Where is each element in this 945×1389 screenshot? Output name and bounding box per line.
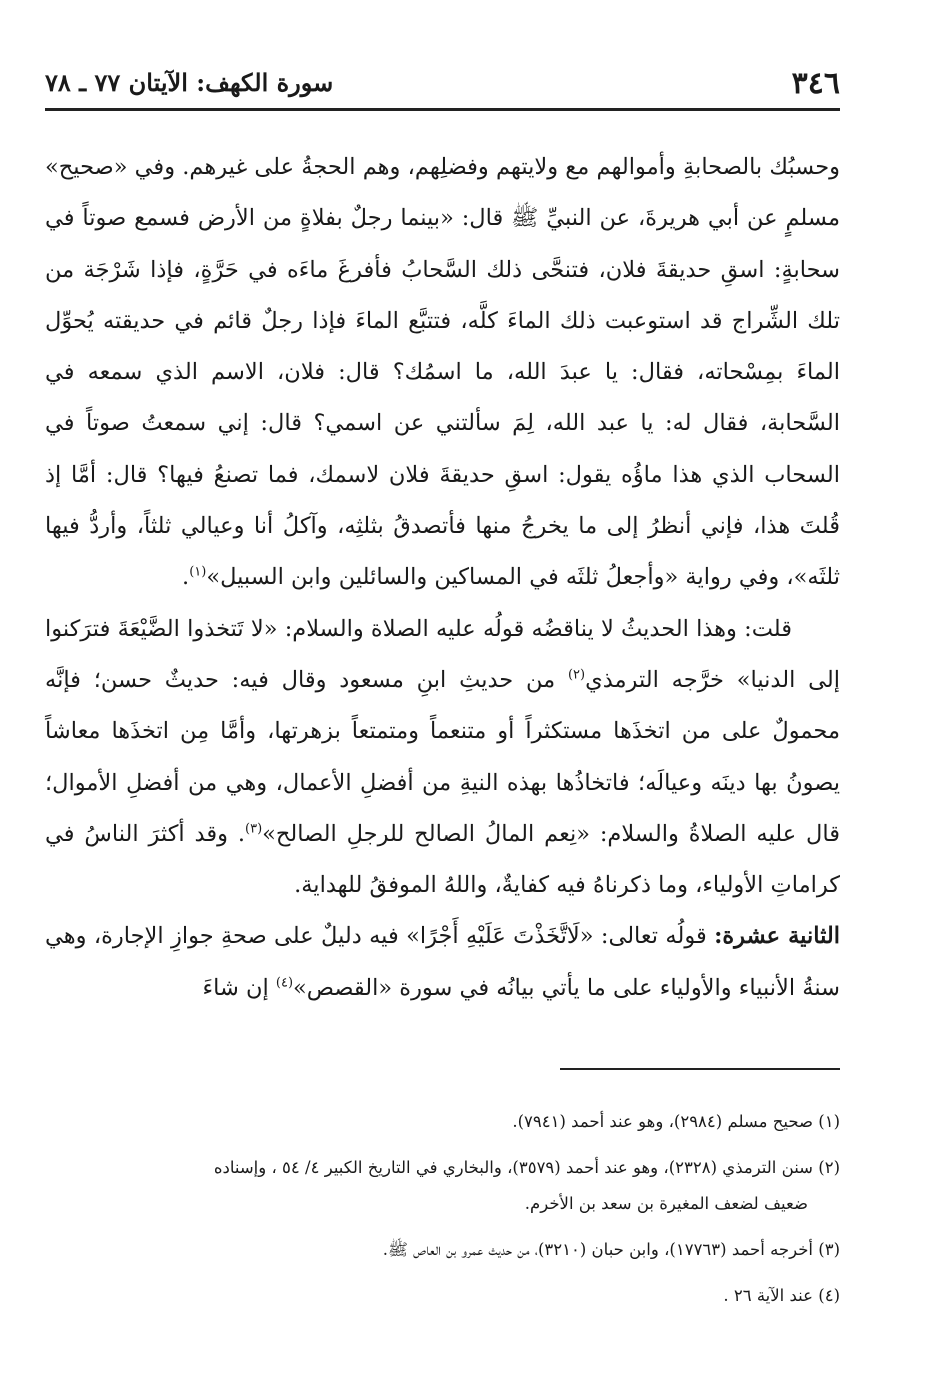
paragraph-3-text-a: قولُه تعالى: «لَاتَّخَذْتَ عَلَيْهِ أَجْرًا» فيه دليلٌ على صحةِ جوازِ الإجارة، وهي سنةُ الأنبياء والأولياء على ما يأتي بيانُه في سورة «القصص»: [45, 923, 840, 1001]
paragraph-1: وحسبُك بالصحابةِ وأموالهم مع ولايتهم وفضلِهم، وهم الحجةُ على غيرهم. وفي «صحيح» مسلمٍ عن أبي هريرةَ، عن النبيِّ ﷺ قال: «بينما رجلٌ بفلاةٍ من الأرض فسمع صوتاً في سحابةٍ: اسقِ حديقةَ فلان، فتنحَّى ذلك السَّحابُ فأفرغَ ماءَه في حَرَّةٍ، فإذا شَرْجَة من تلك الشِّراج قد استوعبت ذلك الماءَ كلَّه، فتتبَّع الماءَ فإذا رجلٌ قائم في حديقته يُحوِّل الماءَ بمِسْحاته، فقال: يا عبدَ الله، ما اسمُك؟ قال: فلان، الاسم الذي سمعه في السَّحابة، فقال له: يا عبد الله، لِمَ سألتني عن اسمي؟ قال: إني سمعتُ صوتاً في السحاب الذي هذا ماؤُه يقول: اسقِ حديقةَ فلان لاسمك، فما تصنعُ فيها؟ قال: أمَّا إذ قُلتَ هذا، فإني أنظرُ إلى ما يخرجُ منها فأتصدقُ بثلثِه، وآكلُ أنا وعيالي ثلثاً، وأردُّ فيها ثلثَه»، وفي رواية «وأجعلُ ثلثَه في المساكين والسائلين وابن السبيل»$^{(١)}$.: [45, 154, 840, 591]
footnotes: [45, 1104, 840, 1324]
paragraph-2-text-b: من حديثِ ابنِ مسعود وقال فيه: حديثٌ حسن؛ فإنَّه محمولٌ على من اتخذَها مستكثراً أو متنعماً ومتمتعاً بزهرتها، وأمَّا مِن اتخذَها معاشاً يصونُ بها دينَه وعيالَه؛ فاتخاذُها بهذه النيةِ من أفضلِ الأعمال، وهي من أفضلِ الأموال؛ قال عليه الصلاةُ والسلام: «نِعم المالُ الصالح للرجلِ الصالح»: [45, 666, 840, 847]
footnote-2: [45, 1150, 840, 1222]
paragraph-1-text: وحسبُك بالصحابةِ وأموالهم مع ولايتهم وفضلِهم، وهم الحجةُ على غيرهم. وفي «صحيح» مسلمٍ عن أبي هريرةَ، عن النبيِّ ﷺ قال: «بينما رجلٌ بفلاةٍ من الأرض فسمع صوتاً في سحابةٍ: اسقِ حديقةَ فلان، فتنحَّى ذلك السَّحابُ فأفرغَ ماءَه في حَرَّةٍ، فإذا شَرْجَة من تلك الشِّراج قد استوعبت ذلك الماءَ كلَّه، فتتبَّع الماءَ فإذا رجلٌ قائم في حديقته يُحوِّل الماءَ بمِسْحاته، فقال: يا عبدَ الله، ما اسمُك؟ قال: فلان، الاسم الذي سمعه في السَّحابة، فقال له: يا عبد الله، لِمَ سألتني عن اسمي؟ قال: إني سمعتُ صوتاً في السحاب الذي هذا ماؤُه يقول: اسقِ حديقةَ فلان لاسمك، فما تصنعُ فيها؟ قال: أمَّا إذ قُلتَ هذا، فإني أنظرُ إلى ما يخرجُ منها فأتصدقُ بثلثِه، وآكلُ أنا وعيالي ثلثاً، وأردُّ فيها ثلثَه»، وفي رواية «وأجعلُ ثلثَه في المساكين والسائلين وابن السبيل»: [45, 154, 840, 591]
paragraph-2-text-a: قلت: وهذا الحديثُ لا يناقضُه قولُه عليه الصلاة والسلام: «لا تَتخذوا الضَّيْعَةَ فترَكنوا إلى الدنيا» خرَّجه الترمذي: [45, 615, 840, 693]
footnote-1: [45, 1104, 840, 1140]
paragraph-2-text-c: . وقد أكثرَ الناسُ في كراماتِ الأولياء، وما ذكرناهُ فيه كفايةٌ، واللهُ الموفقُ للهداية.: [45, 820, 840, 899]
footnote-4-text: (٤) عند الآية ٢٦ .: [723, 1286, 840, 1305]
footnote-ref-1: (١): [189, 564, 207, 580]
footnote-3: [45, 1232, 840, 1268]
footnote-ref-3: (٣): [245, 821, 263, 837]
page-number: ٣٤٦: [791, 66, 840, 101]
header-rule: [45, 108, 840, 111]
paragraph-2: [45, 604, 840, 912]
paragraph-3: [45, 911, 840, 1014]
footnote-1-text: (١) صحيح مسلم (٢٩٨٤)، وهو عند أحمد (٧٩٤١).: [512, 1112, 840, 1131]
footnote-4: [45, 1278, 840, 1314]
footnote-2-text: (٢) سنن الترمذي (٢٣٢٨)، وهو عند أحمد (٣٥٧٩)، والبخاري في التاريخ الكبير ٤/ ٥٤ ، وإسناده: [213, 1158, 840, 1177]
page-header: [45, 62, 840, 106]
main-text: [45, 142, 840, 1014]
footnote-2-continuation: ضعيف لضعف المغيرة بن سعد بن الأخرم.: [524, 1194, 808, 1213]
footnote-separator: [560, 1068, 840, 1070]
footnote-ref-2: (٢): [567, 667, 586, 683]
paragraph-3-text-b: إن شاءَ: [202, 974, 276, 1001]
footnote-ref-4: (٤): [275, 975, 294, 991]
section-lead: الثانية عشرة:: [714, 923, 840, 950]
running-title: سورة الكهف: الآيتان ٧٧ ـ ٧٨: [45, 68, 334, 97]
footnote-3-text: (٣) أخرجه أحمد (١٧٧٦٣)، وابن حبان (٣٢١٠)، من حديث عمرو بن العاص ﷺ.: [382, 1240, 840, 1259]
